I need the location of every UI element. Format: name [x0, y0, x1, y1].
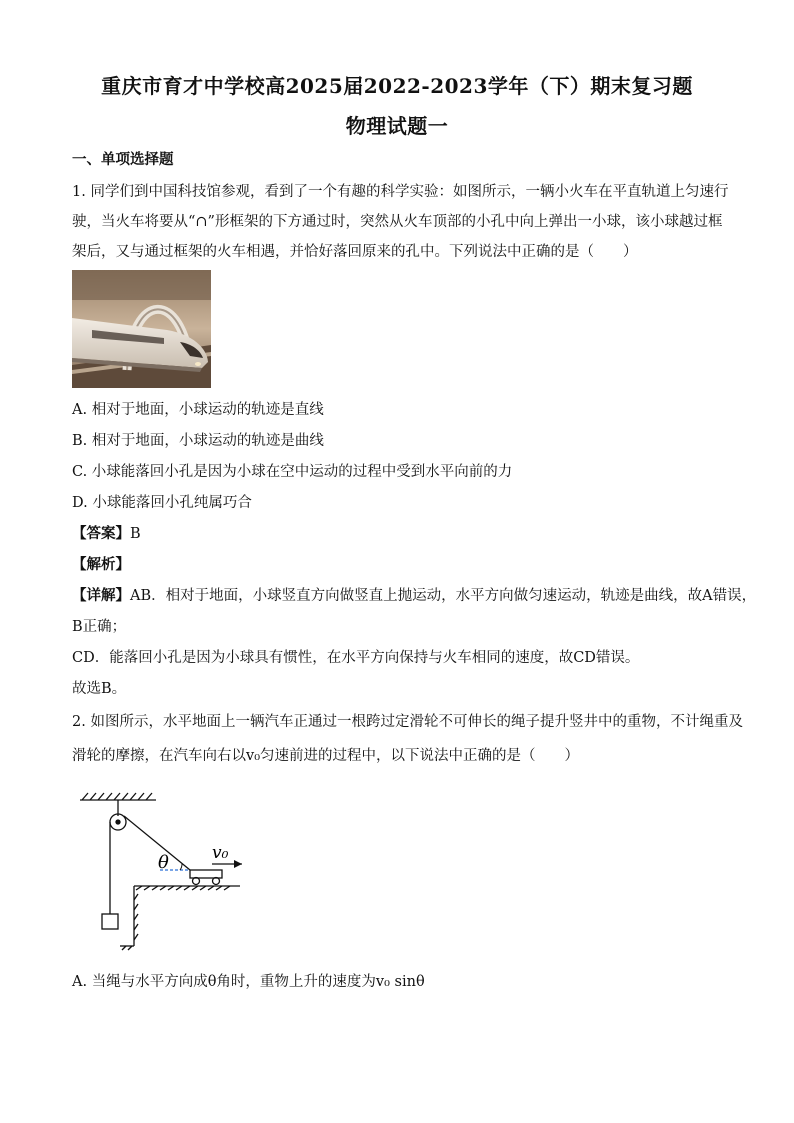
q1-option-a: A. 相对于地面，小球运动的轨迹是直线	[72, 402, 324, 418]
section-heading: 一、单项选择题	[72, 151, 174, 168]
q2-option-a: A. 当绳与水平方向成θ角时，重物上升的速度为v₀ sinθ	[72, 974, 425, 990]
angle-label: θ	[158, 852, 169, 873]
velocity-label: v₀	[212, 843, 229, 863]
page-title: 重庆市育才中学校高2025届2022-2023学年（下）期末复习题	[101, 74, 693, 98]
q1-answer	[72, 524, 722, 544]
answer-label: 【答案】	[72, 525, 130, 542]
q1-stem-line2: 驶，当火车将要从“∩”形框架的下方通过时，突然从火车顶部的小孔中向上弹出一小球，该小球越过框	[72, 214, 723, 230]
q1-stem-line3: 架后，又与通过框架的火车相遇，并恰好落回原来的孔中。下列说法中正确的是（ ）	[72, 244, 638, 260]
q1-stem-line1: 1. 同学们到中国科技馆参观，看到了一个有趣的科学实验：如图所示，一辆小火车在平直轨道上匀速行	[72, 184, 729, 200]
detail-label: 【详解】	[72, 587, 130, 604]
q1-detail-line3: CD．能落回小孔是因为小球具有惯性，在水平方向保持与火车相同的速度，故CD错误。	[72, 650, 640, 666]
q1-detail-line1	[72, 586, 757, 606]
q1-option-d: D. 小球能落回小孔纯属巧合	[72, 495, 252, 511]
pulley-car-diagram	[72, 790, 252, 955]
train-arch-photo	[72, 270, 211, 388]
q1-detail-line4: 故选B。	[72, 681, 127, 697]
q2-stem-line1: 2. 如图所示，水平地面上一辆汽车正通过一根跨过定滑轮不可伸长的绳子提升竖井中的重物，不计绳重及	[72, 714, 743, 730]
page-subtitle: 物理试题一	[345, 114, 449, 138]
answer-value: B	[130, 526, 141, 542]
q1-detail-line2: B正确；	[72, 619, 127, 635]
q2-stem-line2: 滑轮的摩擦，在汽车向右以v₀匀速前进的过程中，以下说法中正确的是（ ）	[72, 748, 580, 764]
q1-option-c: C. 小球能落回小孔是因为小球在空中运动的过程中受到水平向前的力	[72, 464, 513, 480]
q1-option-b: B. 相对于地面，小球运动的轨迹是曲线	[72, 433, 324, 449]
analysis-label: 【解析】	[72, 556, 130, 573]
detail-text: AB．相对于地面，小球竖直方向做竖直上抛运动，水平方向做匀速运动，轨迹是曲线，故A错误，	[130, 588, 757, 604]
